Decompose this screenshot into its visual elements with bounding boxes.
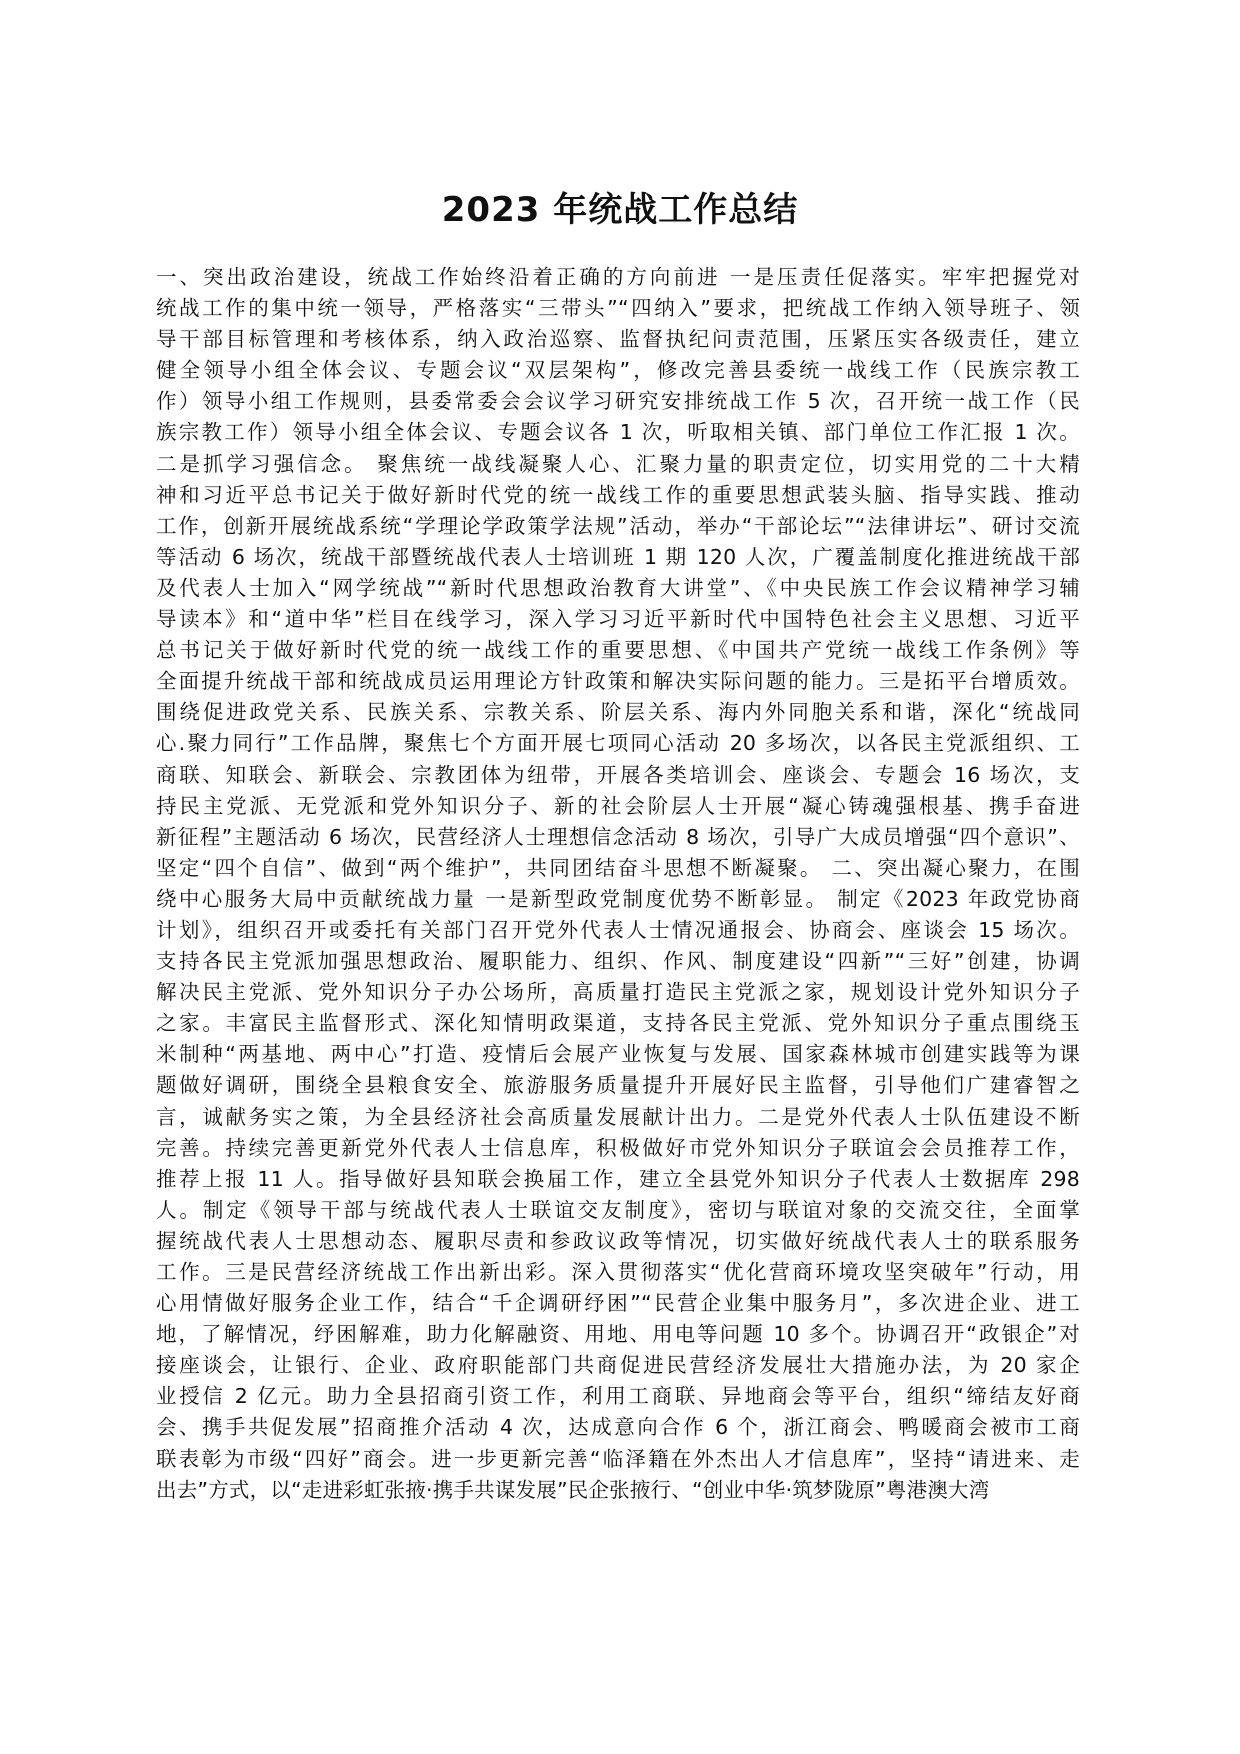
body-text-line: 解决民主党派、党外知识分子办公场所，高质量打造民主党派之家，规划设计党外知识分子 [156,980,1080,1005]
body-text-line: 接座谈会，让银行、企业、政府职能部门共商促进民营经济发展壮大措施办法，为 20 家企 [156,1353,1080,1378]
body-text-line: 作）领导小组工作规则，县委常委会会议学习研究安排统战工作 5 次，召开统一战工作（民 [156,389,1080,414]
body-text-line: 地，了解情况，纾困解难，助力化解融资、用地、用电等问题 10 多个。协调召开“政银企”对 [156,1322,1080,1347]
body-text-line: 联表彰为市级“四好”商会。进一步更新完善“临泽籍在外杰出人才信息库”，坚持“请进来、走 [156,1446,1080,1471]
body-text-line: 会、携手共促发展”招商推介活动 4 次，达成意向合作 6 个，浙江商会、鸭暖商会被市工商 [156,1415,1080,1440]
body-text-line: 业授信 2 亿元。助力全县招商引资工作，利用工商联、异地商会等平台，组织“缔结友好商 [156,1384,1080,1409]
document-body [156,262,1080,1506]
body-text-line: 二是抓学习强信念。 聚焦统一战线凝聚人心、汇聚力量的职责定位，切实用党的二十大精 [156,451,1080,476]
body-text-line: 心.聚力同行”工作品牌，聚焦七个方面开展七项同心活动 20 多场次，以各民主党派组织、工 [156,731,1080,756]
body-text-line: 商联、知联会、新联会、宗教团体为纽带，开展各类培训会、座谈会、专题会 16 场次，支 [156,762,1080,787]
document-title: 2023 年统战工作总结 [441,190,799,230]
body-text-line: 持民主党派、无党派和党外知识分子、新的社会阶层人士开展“凝心铸魂强根基、携手奋进 [156,793,1080,818]
body-text-line: 米制种“两基地、两中心”打造、疫情后会展产业恢复与发展、国家森林城市创建实践等为课 [156,1042,1080,1067]
body-text-line: 神和习近平总书记关于做好新时代党的统一战线工作的重要思想武装头脑、指导实践、推动 [156,482,1080,507]
body-text-line: 全面提升统战干部和统战成员运用理论方针政策和解决实际问题的能力。三是拓平台增质效。 [156,669,1080,694]
body-text-line: 围绕促进政党关系、民族关系、宗教关系、阶层关系、海内外同胞关系和谐，深化“统战同 [156,700,1080,725]
body-text-line: 之家。丰富民主监督形式、深化知情明政渠道，支持各民主党派、党外知识分子重点围绕玉 [156,1011,1080,1036]
body-text-line: 工作。三是民营经济统战工作出新出彩。深入贯彻落实“优化营商环境攻坚突破年”行动，用 [156,1260,1080,1284]
body-text-line: 心用情做好服务企业工作，结合“千企调研纾困”“民营企业集中服务月”，多次进企业、进工 [156,1291,1080,1316]
body-text-line: 统战工作的集中统一领导，严格落实“三带头”“四纳入”要求，把统战工作纳入领导班子、领 [156,296,1080,321]
body-text-line: 计划》，组织召开或委托有关部门召开党外代表人士情况通报会、协商会、座谈会 15 场次。 [156,917,1080,942]
body-text-line: 出去”方式，以“走进彩虹张掖·携手共谋发展”民企张掖行、“创业中华·筑梦陇原”粤港澳大湾 [156,1477,990,1502]
body-text-line: 握统战代表人士思想动态、履职尽责和参政议政等情况，切实做好统战代表人士的联系服务 [156,1228,1080,1253]
body-text-line: 族宗教工作）领导小组全体会议、专题会议各 1 次，听取相关镇、部门单位工作汇报 1 次。 [156,420,1080,445]
body-text-line: 题做好调研，围绕全县粮食安全、旅游服务质量提升开展好民主监督，引导他们广建睿智之 [156,1073,1080,1098]
body-text-line: 完善。持续完善更新党外代表人士信息库，积极做好市党外知识分子联谊会会员推荐工作， [156,1135,1080,1160]
body-text-line: 新征程”主题活动 6 场次，民营经济人士理想信念活动 8 场次，引导广大成员增强“四个意识”、 [156,824,1080,849]
body-text-line: 导干部目标管理和考核体系，纳入政治巡察、监督执纪问责范围，压紧压实各级责任，建立 [156,327,1080,352]
body-text-line: 等活动 6 场次，统战干部暨统战代表人士培训班 1 期 120 人次，广覆盖制度化推进统战干部 [156,544,1080,569]
body-text-line: 推荐上报 11 人。指导做好县知联会换届工作，建立全县党外知识分子代表人士数据库 298 [156,1166,1080,1191]
body-text-line: 绕中心服务大局中贡献统战力量 一是新型政党制度优势不断彰显。 制定《2023 年政党协商 [156,886,1080,911]
body-text-line: 总书记关于做好新时代党的统一战线工作的重要思想、《中国共产党统一战线工作条例》等 [156,638,1080,663]
body-text-line: 支持各民主党派加强思想政治、履职能力、组织、作风、制度建设“四新”“三好”创建，协调 [156,949,1080,974]
body-text-line: 坚定“四个自信”、做到“两个维护”，共同团结奋斗思想不断凝聚。 二、突出凝心聚力，在围 [156,855,1080,880]
body-text-line: 言，诚献务实之策，为全县经济社会高质量发展献计出力。二是党外代表人士队伍建设不断 [156,1104,1080,1129]
body-text-line: 健全领导小组全体会议、专题会议“双层架构”，修改完善县委统一战线工作（民族宗教工 [156,358,1080,383]
body-text-line: 导读本》和“道中华”栏目在线学习，深入学习习近平新时代中国特色社会主义思想、习近平 [156,607,1080,632]
body-text-line: 工作，创新开展统战系统“学理论学政策学法规”活动，举办“干部论坛”“法律讲坛”、研讨交流 [156,513,1080,538]
body-text-line: 一、突出政治建设，统战工作始终沿着正确的方向前进 一是压责任促落实。牢牢把握党对 [156,265,1080,289]
body-text-line: 人。制定《领导干部与统战代表人士联谊交友制度》，密切与联谊对象的交流交往，全面掌 [156,1197,1080,1222]
body-text-line: 及代表人士加入“网学统战”“新时代思想政治教育大讲堂”、《中央民族工作会议精神学习辅 [156,575,1080,600]
